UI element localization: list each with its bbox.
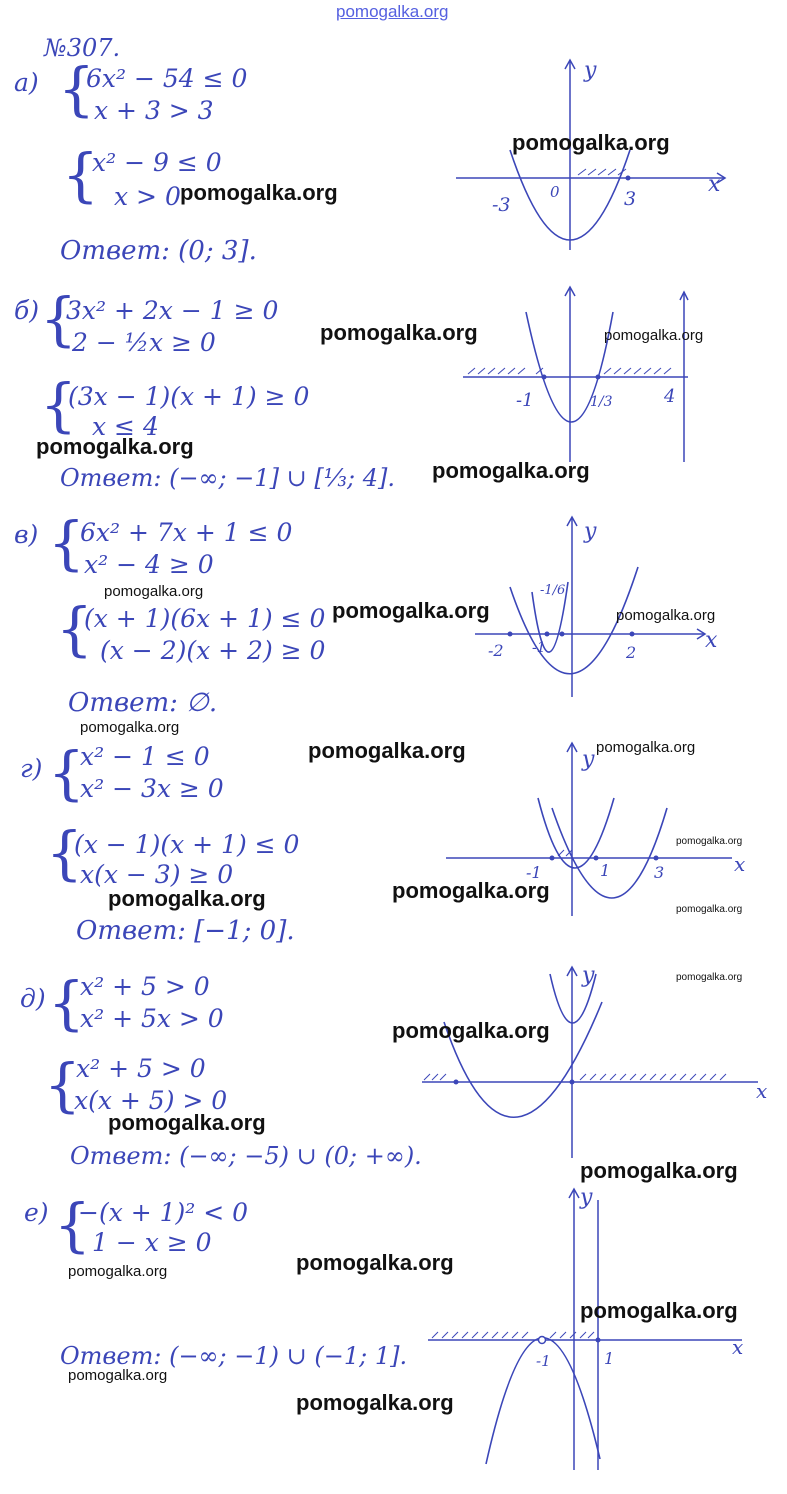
part-b-eq2: 2 − ½x ≥ 0 bbox=[72, 328, 216, 357]
watermark: pomogalka.org bbox=[392, 878, 550, 903]
part-v-brace2: { bbox=[56, 595, 93, 663]
part-g-tick-neg1: -1 bbox=[526, 863, 542, 882]
watermark: pomogalka.org bbox=[68, 1367, 168, 1384]
part-v-simp2: (x − 2)(x + 2) ≥ 0 bbox=[100, 636, 326, 665]
part-e-label: е) bbox=[24, 1198, 49, 1227]
part-g-y-label: y bbox=[582, 747, 595, 772]
part-e-x-label: x bbox=[732, 1335, 744, 1359]
part-a-tick-neg3: -3 bbox=[492, 194, 511, 216]
part-e-brace: { bbox=[54, 1191, 91, 1259]
watermark: pomogalka.org bbox=[108, 1110, 266, 1135]
part-e-answer: Ответ: (−∞; −1) ∪ (−1; 1]. bbox=[60, 1342, 408, 1370]
part-e-eq1: −(x + 1)² < 0 bbox=[78, 1198, 249, 1227]
watermark: pomogalka.org bbox=[432, 458, 590, 483]
part-d-brace: { bbox=[48, 969, 85, 1037]
part-g-eq2: x² − 3x ≥ 0 bbox=[80, 774, 224, 803]
part-a-brace2: { bbox=[62, 141, 99, 209]
part-b-brace: { bbox=[40, 285, 77, 353]
watermark: pomogalka.org bbox=[332, 598, 490, 623]
part-g-x-label: x bbox=[734, 852, 746, 876]
part-g-answer: Ответ: [−1; 0]. bbox=[76, 916, 295, 946]
part-a-simp2: x > 0 bbox=[114, 182, 181, 211]
part-v-answer: Ответ: ∅. bbox=[68, 688, 218, 718]
part-b-tick-third: 1/3 bbox=[590, 394, 613, 410]
watermark: pomogalka.org bbox=[296, 1390, 454, 1415]
watermark: pomogalka.org bbox=[580, 1158, 738, 1183]
part-g-label: г) bbox=[20, 754, 43, 783]
part-d-eq1: x² + 5 > 0 bbox=[80, 972, 210, 1001]
part-v-tick-neg2: -2 bbox=[488, 641, 504, 660]
part-g-simp1: (x − 1)(x + 1) ≤ 0 bbox=[74, 830, 300, 859]
part-d-x-label: x bbox=[756, 1079, 768, 1103]
part-b-graph bbox=[458, 282, 698, 467]
watermark: pomogalka.org bbox=[80, 719, 180, 736]
part-v-simp1: (x + 1)(6x + 1) ≤ 0 bbox=[84, 604, 326, 633]
part-d-label: д) bbox=[20, 984, 46, 1013]
part-v-brace: { bbox=[48, 509, 85, 577]
part-d-eq2: x² + 5x > 0 bbox=[80, 1004, 224, 1033]
part-v-tick-neg-sixth: -1/6 bbox=[540, 583, 566, 598]
part-e-tick-neg1: -1 bbox=[536, 1352, 551, 1370]
watermark: pomogalka.org bbox=[68, 1263, 168, 1280]
watermark: pomogalka.org bbox=[308, 738, 466, 763]
watermark: pomogalka.org bbox=[108, 886, 266, 911]
part-v-eq1: 6x² + 7x + 1 ≤ 0 bbox=[80, 518, 293, 547]
part-v-y-label: y bbox=[584, 519, 597, 544]
part-a-label: а) bbox=[14, 68, 39, 97]
part-b-label: б) bbox=[14, 296, 40, 325]
part-b-tick-neg1: -1 bbox=[516, 390, 534, 411]
part-v-tick-2: 2 bbox=[626, 643, 637, 662]
watermark: pomogalka.org bbox=[36, 434, 194, 459]
part-b-tick-4: 4 bbox=[664, 386, 676, 407]
part-a-simp1: x² − 9 ≤ 0 bbox=[92, 148, 222, 177]
part-v-tick-neg1: -1 bbox=[532, 640, 546, 656]
part-a-eq1: 6x² − 54 ≤ 0 bbox=[86, 64, 248, 93]
part-e-tick-1: 1 bbox=[604, 1349, 615, 1368]
watermark: pomogalka.org bbox=[296, 1250, 454, 1275]
part-b-eq1: 3x² + 2x − 1 ≥ 0 bbox=[66, 296, 279, 325]
part-a-answer: Ответ: (0; 3]. bbox=[60, 236, 257, 266]
part-g-tick-3: 3 bbox=[654, 863, 665, 882]
part-b-simp2: x ≤ 4 bbox=[92, 412, 159, 441]
watermark: pomogalka.org bbox=[104, 583, 204, 600]
part-a-eq2: x + 3 > 3 bbox=[94, 96, 214, 125]
watermark: pomogalka.org bbox=[320, 320, 478, 345]
watermark: pomogalka.org bbox=[616, 607, 716, 624]
part-v-label: в) bbox=[14, 520, 39, 549]
part-a-tick-3: 3 bbox=[624, 188, 637, 210]
watermark: pomogalka.org bbox=[180, 180, 338, 205]
part-b-brace2: { bbox=[40, 371, 77, 439]
part-b-simp1: (3x − 1)(x + 1) ≥ 0 bbox=[68, 382, 310, 411]
watermark: pomogalka.org bbox=[676, 972, 743, 983]
part-d-y-label: y bbox=[582, 963, 595, 988]
part-v-eq2: x² − 4 ≥ 0 bbox=[84, 550, 214, 579]
part-a-y-label: y bbox=[584, 58, 597, 83]
watermark: pomogalka.org bbox=[512, 130, 670, 155]
watermark: pomogalka.org bbox=[580, 1298, 738, 1323]
part-d-graph bbox=[418, 962, 778, 1162]
part-g-simp2: x(x − 3) ≥ 0 bbox=[80, 860, 234, 889]
header-watermark: pomogalka.org bbox=[336, 2, 449, 21]
part-d-answer: Ответ: (−∞; −5) ∪ (0; +∞). bbox=[70, 1142, 422, 1170]
watermark: pomogalka.org bbox=[676, 904, 743, 915]
part-g-brace2: { bbox=[46, 819, 83, 887]
part-d-brace2: { bbox=[44, 1051, 81, 1119]
part-d-simp1: x² + 5 > 0 bbox=[76, 1054, 206, 1083]
watermark: pomogalka.org bbox=[392, 1018, 550, 1043]
part-a-x-label: x bbox=[708, 172, 721, 197]
part-g-brace: { bbox=[48, 739, 85, 807]
watermark: pomogalka.org bbox=[596, 739, 696, 756]
part-v-x-label: x bbox=[705, 628, 718, 653]
part-e-y-label: y bbox=[580, 1185, 593, 1210]
part-b-answer: Ответ: (−∞; −1] ∪ [⅓; 4]. bbox=[60, 464, 395, 492]
part-a-brace: { bbox=[58, 55, 95, 123]
problem-number: №307. bbox=[44, 34, 121, 62]
part-g-eq1: x² − 1 ≤ 0 bbox=[80, 742, 210, 771]
part-a-tick-0: 0 bbox=[550, 183, 560, 201]
watermark: pomogalka.org bbox=[604, 327, 704, 344]
watermark: pomogalka.org bbox=[676, 836, 743, 847]
part-e-graph bbox=[424, 1184, 764, 1474]
part-d-simp2: x(x + 5) > 0 bbox=[74, 1086, 228, 1115]
part-g-tick-1: 1 bbox=[600, 861, 611, 880]
part-e-eq2: 1 − x ≥ 0 bbox=[92, 1228, 212, 1257]
